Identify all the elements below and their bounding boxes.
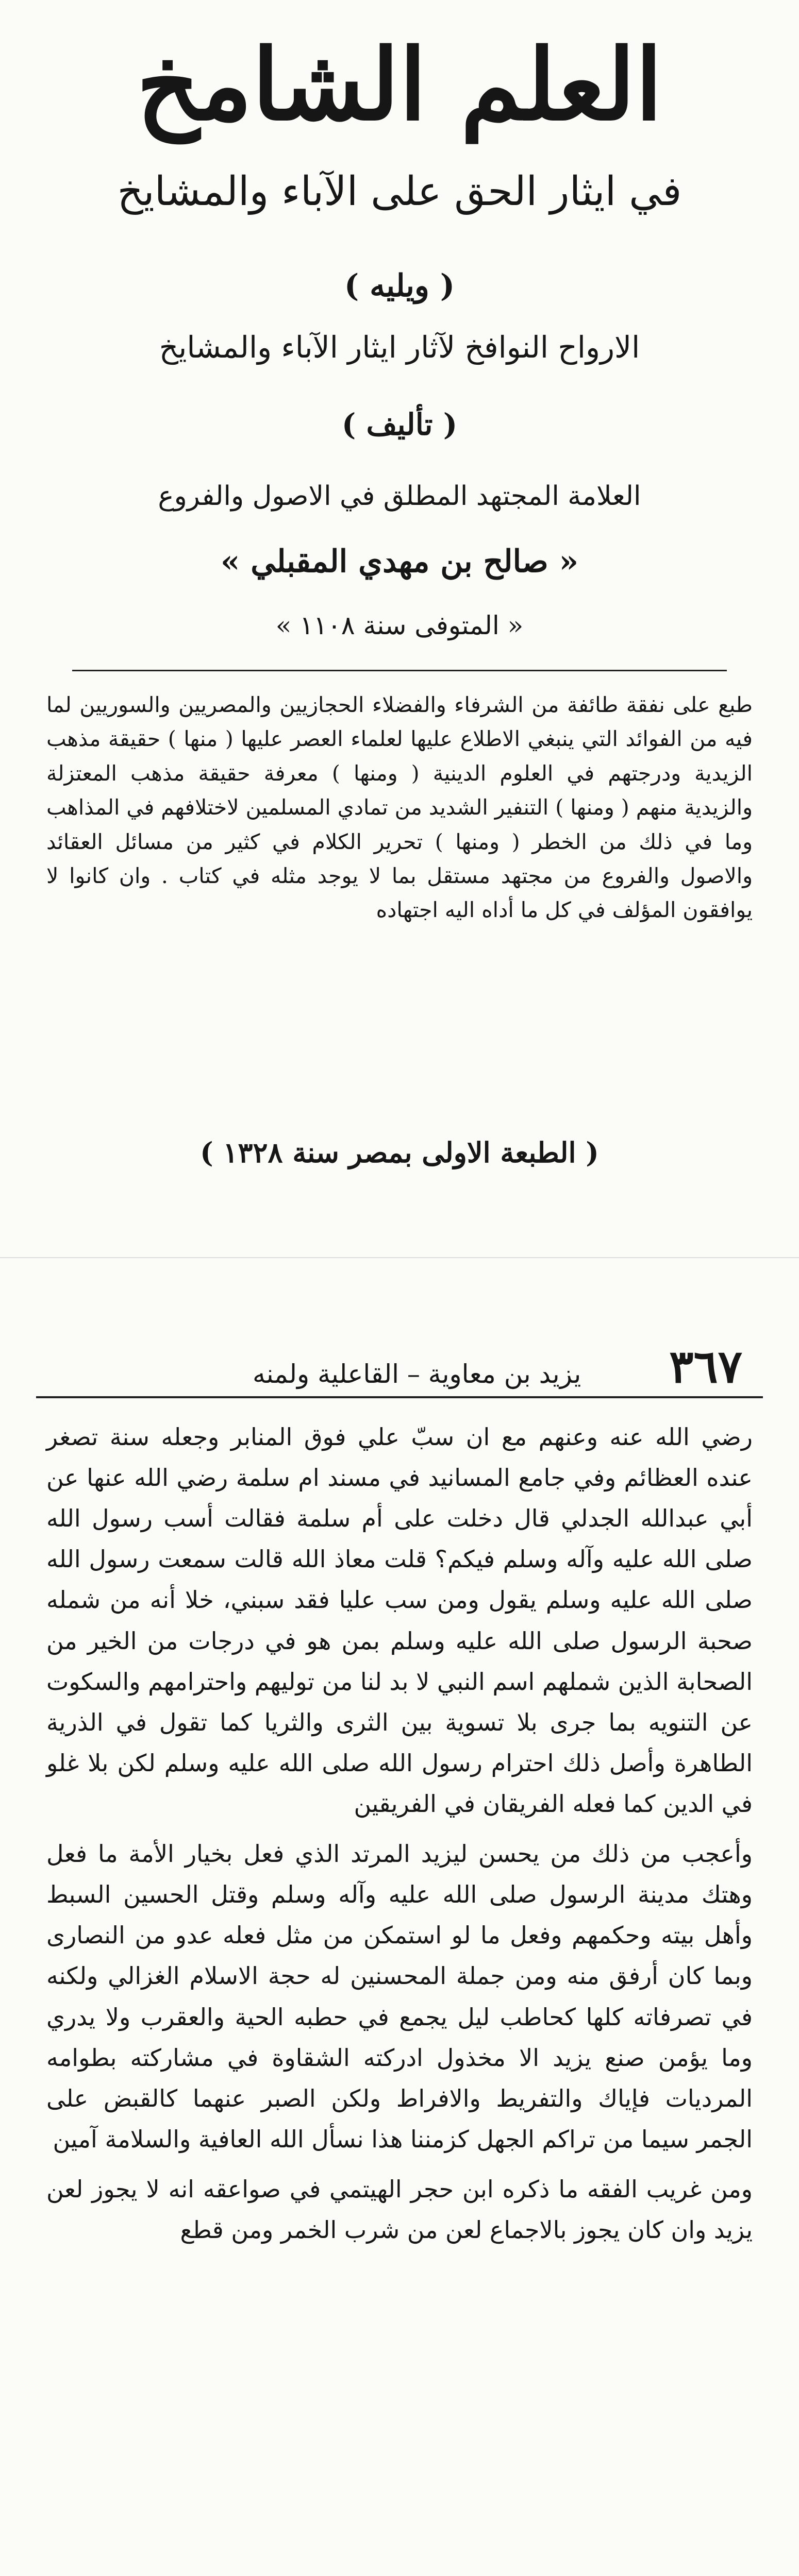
book-subtitle: في ايثار الحق على الآباء والمشايخ — [117, 168, 682, 215]
page-separator — [0, 1257, 799, 1258]
paragraph: وأعجب من ذلك من يحسن ليزيد المرتد الذي فعل بخيار الأمة ما فعل وهتك مدينة الرسول صلى الله عليه وآله وسلم وقتل الحسين السبط وأهل بيته وحكمهم وفعل ما لو استمكن من مثل فعله عدو من النصارى وبما كان أرفق منه ومن جملة المحسنين له حجة الاسلام الغزالي ولكنه في تصرفاته كلها كحاطب ليل يجمع في حطبه الحية والعقرب ولا يدري وما يؤمن صنع يزيد الا مخذول ادركته الشقاوة في مشاركته بطوامه المرديات فإياك والتفريط والافراط ولكن الصبر عنهما كالقبض على الجمر سيما من تراكم الجهل كزمننا هذا نسأل الله العافية والسلامة آمين — [46, 1840, 753, 2153]
page-header — [36, 1340, 763, 1398]
book-title: العلم الشامخ — [136, 27, 663, 142]
title-divider — [72, 670, 727, 671]
title-page — [0, 0, 799, 1221]
paragraph: ومن غريب الفقه ما ذكره ابن حجر الهيتمي في صواعقه انه لا يجوز لعن يزيد وان كان يجوز بالاجماع لعن من شرب الخمر ومن قطع — [46, 2175, 753, 2244]
paragraph: رضي الله عنه وعنهم مع ان سبّ علي فوق المنابر وجعله سنة تصغر عنده العظائم وفي جامع المسانيد في مسند ام سلمة رضي الله عنها عن أبي عبدالله الجدلي قال دخلت على أم سلمة فقالت أسب رسول الله صلى الله عليه وآله وسلم فيكم؟ قلت معاذ الله قالت سمعت رسول الله صلى الله عليه وسلم يقول ومن سب عليا فقد سبني، خلا أنه من شمله صحبة الرسول صلى الله عليه وسلم بمن هو في درجات من الخير من الصحابة الذين شملهم اسم النبي لا بد لنا من توليهم واحترامهم والسكوت عن التنويه بما جرى بلا تسوية بين الثرى والثريا كما تقول في الذرية الطاهرة وأصل ذلك احترام رسول الله صلى الله عليه وسلم لكن بلا غلو في الدين كما فعله الفريقان في الفريقين — [46, 1423, 753, 1818]
author-death-year: « المتوفى سنة ١١٠٨ » — [275, 611, 524, 640]
page-body — [46, 1417, 753, 2260]
appended-work-title: الارواح النوافخ لآثار ايثار الآباء والمشايخ — [159, 330, 640, 365]
authorship-label: ( تأليف ) — [341, 407, 458, 442]
running-head: يزيد بن معاوية – القاعلية ولمنه — [253, 1359, 581, 1389]
author-description: العلامة المجتهد المطلق في الاصول والفروع — [158, 481, 641, 512]
edition-statement: ( الطبعة الاولى بمصر سنة ١٣٢٨ ) — [200, 1136, 599, 1169]
page-number: ٣٦٧ — [669, 1340, 742, 1393]
publication-notice: طبع على نفقة طائفة من الشرفاء والفضلاء الحجازيين والمصريين والسوريين لما فيه من الفوائد التي ينبغي الاطلاع عليها لعلماء العصر عليها ( منها ) حقيقة مذهب الزيدية ودرجتهم في العلوم الدينية ( ومنها ) معرفة حقيقة مذهب المعتزلة والزيدية منهم ( ومنها ) التنفير الشديد من تمادي المسلمين لاختلافهم في المذاهب وما في ذلك من الخطر ( ومنها ) تحرير الكلام في كثير من مسائل العقائد والاصول والفروع من مجتهد مستقل بما لا يوجد مثله في كتاب . وان كانوا لا يوافقون المؤلف في كل ما أداه اليه اجتهاده — [46, 692, 753, 923]
book-page-367 — [0, 1288, 799, 2576]
author-name: « صالح بن مهدي المقبلي » — [220, 544, 579, 580]
appended-work-label: ( ويليه ) — [344, 268, 455, 304]
